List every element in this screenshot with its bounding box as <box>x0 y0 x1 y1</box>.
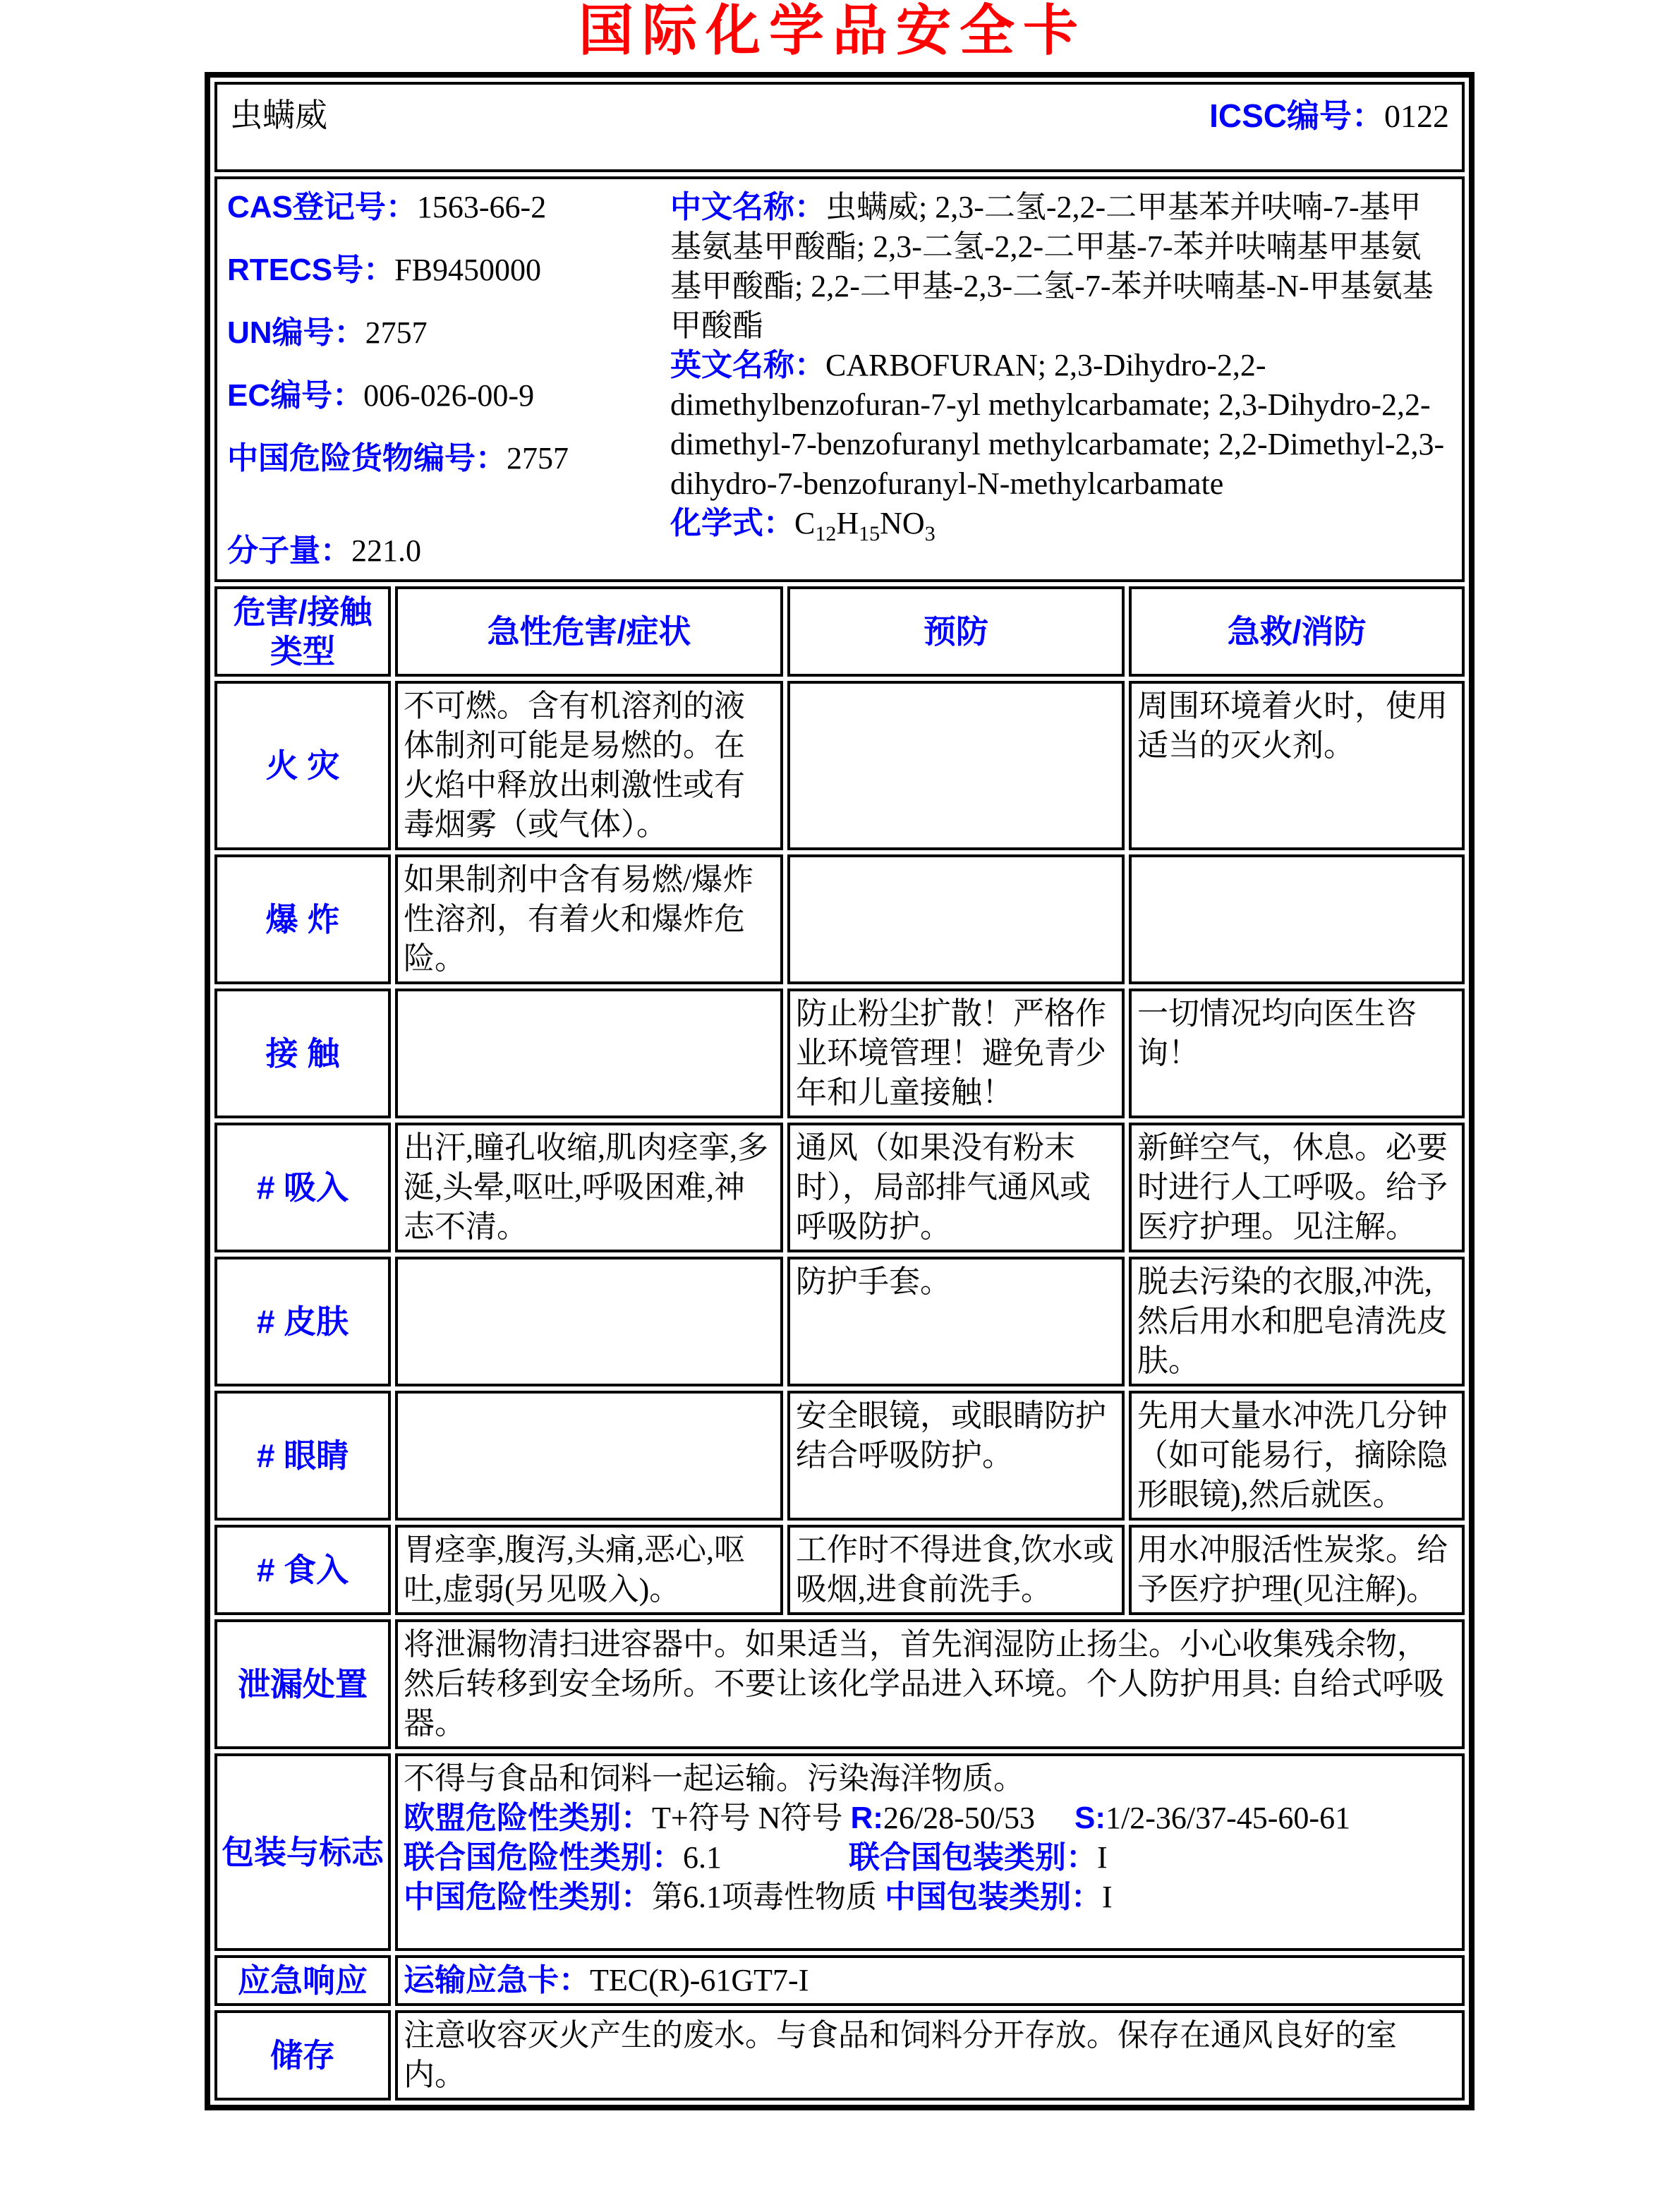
packaging-label: 包装与标志 <box>214 1753 391 1951</box>
exposure-row-label: 接 触 <box>214 989 391 1118</box>
storage-label: 储存 <box>214 2010 391 2101</box>
hazard-table-header-row <box>214 586 1465 677</box>
transport-emergency-card-label: 运输应急卡： <box>404 1963 590 1998</box>
inhalation-symptoms: 出汗,瞳孔收缩,肌肉痉挛,多涎,头晕,呕吐,呼吸困难,神志不清。 <box>395 1123 783 1252</box>
formula-c-sub: 12 <box>815 521 837 545</box>
formula-no-sub: 3 <box>924 521 936 545</box>
ec-number-label: EC编号： <box>227 378 364 413</box>
exposure-first-aid: 一切情况均向医生咨询！ <box>1129 989 1465 1118</box>
header-prevention: 预防 <box>787 586 1125 677</box>
ingestion-first-aid: 用水冲服活性炭浆。给予医疗护理(见注解)。 <box>1129 1525 1465 1615</box>
ingestion-symptoms: 胃痉挛,腹泻,头痛,恶心,呕吐,虚弱(另见吸入)。 <box>395 1525 783 1615</box>
cas-number-label: CAS登记号： <box>227 190 417 224</box>
packaging-transport-note: 不得与食品和饲料一起运输。污染海洋物质。 <box>404 1761 1024 1796</box>
un-number-value: 2757 <box>365 315 428 350</box>
rtecs-number-value: FB9450000 <box>394 253 541 287</box>
header-hazard-type-line2: 类型 <box>270 633 335 670</box>
substance-name: 虫螨威 <box>230 97 327 133</box>
names-block <box>670 188 1452 572</box>
china-dg-number-value: 2757 <box>507 441 569 476</box>
chinese-name-text: 虫螨威; 2,3-二氢-2,2-二甲基苯并呋喃-7-基甲基氨基甲酸酯; 2,3-二氢-2,2-二甲基-7-苯并呋喃基甲基氨基甲酸酯; 2,2-二甲基-2,3-二氢-7-苯并呋喃基-N-甲基氨基甲酸酯 <box>670 190 1434 343</box>
skin-prevention: 防护手套。 <box>787 1257 1125 1386</box>
inhalation-prevention: 通风（如果没有粉末时），局部排气通风或呼吸防护。 <box>787 1123 1125 1252</box>
formula-label: 化学式： <box>670 506 794 540</box>
transport-emergency-card-value: TEC(R)-61GT7-I <box>590 1963 809 1998</box>
fire-row-label: 火 灾 <box>214 681 391 850</box>
emergency-response-content <box>395 1955 1465 2006</box>
fire-first-aid: 周围环境着火时，使用适当的灭火剂。 <box>1129 681 1465 850</box>
china-dg-number-label: 中国危险货物编号： <box>227 441 507 476</box>
formula-no: NO <box>880 506 925 540</box>
cn-pack-group-label: 中国包装类别： <box>885 1880 1102 1914</box>
packaging-cn-line <box>404 1878 1456 1917</box>
s-phrases-value: 1/2-36/37-45-60-61 <box>1106 1801 1351 1835</box>
page-title: 国际化学品安全卡 <box>578 0 1086 61</box>
spill-disposal-row <box>214 1619 1465 1749</box>
explosion-first-aid <box>1129 854 1465 984</box>
packaging-un-line <box>404 1838 1456 1878</box>
header-hazard-type-line1: 危害/接触 <box>233 593 373 630</box>
inhalation-row-label: # 吸入 <box>214 1123 391 1252</box>
skin-first-aid: 脱去污染的衣服,冲洗,然后用水和肥皂清洗皮肤。 <box>1129 1257 1465 1386</box>
formula-c: C <box>794 506 816 540</box>
un-hazard-class-value: 6.1 <box>683 1840 722 1875</box>
exposure-prevention: 防止粉尘扩散！严格作业环境管理！避免青少年和儿童接触！ <box>787 989 1125 1118</box>
eu-hazard-class-label: 欧盟危险性类别： <box>404 1801 652 1835</box>
icsc-number-group <box>1209 96 1449 136</box>
un-number-line <box>227 313 670 353</box>
icsc-number-value: 0122 <box>1384 98 1449 134</box>
eyes-prevention: 安全眼镜，或眼睛防护结合呼吸防护。 <box>787 1391 1125 1521</box>
formula-line <box>670 504 1452 554</box>
hazard-row-eyes <box>214 1391 1465 1521</box>
english-name-text: CARBOFURAN; 2,3-Dihydro-2,2-dimethylbenzofuran-7-yl methylcarbamate; 2,3-Dihydro-2,2-dimethyl-7-benzofuranyl methylcarbamate; 2,2-Dimethyl-2,3-dihydro-7-benzofuranyl-N-methylcarbamate <box>670 348 1445 501</box>
chinese-name-label: 中文名称： <box>670 190 825 224</box>
spill-disposal-label: 泄漏处置 <box>214 1619 391 1749</box>
r-phrases-value: 26/28-50/53 <box>883 1801 1036 1835</box>
packaging-content <box>395 1753 1465 1951</box>
storage-text: 注意收容灭火产生的废水。与食品和饲料分开存放。保存在通风良好的室内。 <box>395 2010 1465 2101</box>
ingestion-prevention: 工作时不得进食,饮水或吸烟,进食前洗手。 <box>787 1525 1125 1615</box>
ingestion-row-label: # 食入 <box>214 1525 391 1615</box>
header-acute-hazards: 急性危害/症状 <box>395 586 783 677</box>
header-hazard-type <box>214 586 391 677</box>
hazard-row-skin <box>214 1257 1465 1386</box>
molecular-weight-value: 221.0 <box>351 533 421 568</box>
skin-symptoms <box>395 1257 783 1386</box>
eyes-first-aid: 先用大量水冲洗几分钟（如可能易行，摘除隐形眼镜),然后就医。 <box>1129 1391 1465 1521</box>
molecular-weight-label: 分子量： <box>227 533 351 568</box>
un-hazard-class-label: 联合国危险性类别： <box>404 1840 683 1875</box>
s-phrases-label: S: <box>1074 1801 1106 1835</box>
safety-card <box>205 72 1475 2110</box>
explosion-prevention <box>787 854 1125 984</box>
header-strip <box>214 82 1465 172</box>
packaging-eu-line <box>404 1799 1456 1838</box>
rtecs-number-label: RTECS号： <box>227 253 395 287</box>
explosion-row-label: 爆 炸 <box>214 854 391 984</box>
spill-disposal-text: 将泄漏物清扫进容器中。如果适当，首先润湿防止扬尘。小心收集残余物，然后转移到安全场所。不要让该化学品进入环境。个人防护用具: 自给式呼吸器。 <box>395 1619 1465 1749</box>
header-first-aid: 急救/消防 <box>1129 586 1465 677</box>
eyes-row-label: # 眼睛 <box>214 1391 391 1521</box>
exposure-symptoms <box>395 989 783 1118</box>
explosion-symptoms: 如果制剂中含有易燃/爆炸性溶剂，有着火和爆炸危险。 <box>395 854 783 984</box>
rtecs-number-line <box>227 250 670 290</box>
emergency-response-row <box>214 1955 1465 2006</box>
eu-hazard-class-value: T+符号 N符号 <box>652 1801 843 1835</box>
identification-box <box>214 176 1465 582</box>
un-pack-group-value: I <box>1097 1840 1108 1875</box>
chinese-name-para <box>670 188 1452 346</box>
hazard-row-explosion <box>214 854 1465 984</box>
molecular-weight-line <box>227 531 670 571</box>
fire-prevention <box>787 681 1125 850</box>
identifier-list <box>227 188 670 572</box>
un-number-label: UN编号： <box>227 315 365 350</box>
hazard-row-ingestion <box>214 1525 1465 1615</box>
cn-hazard-class-label: 中国危险性类别： <box>404 1880 652 1914</box>
identifier-lines <box>227 188 670 478</box>
hazard-row-exposure <box>214 989 1465 1118</box>
cas-number-value: 1563-66-2 <box>416 190 547 224</box>
english-name-para <box>670 346 1452 504</box>
hazard-row-inhalation <box>214 1123 1465 1252</box>
ec-number-line <box>227 376 670 416</box>
packaging-row <box>214 1753 1465 1951</box>
icsc-number-label: ICSC编号： <box>1209 97 1384 134</box>
eyes-symptoms <box>395 1391 783 1521</box>
english-name-label: 英文名称： <box>670 348 825 382</box>
formula-value <box>794 506 936 545</box>
fire-symptoms: 不可燃。含有机溶剂的液体制剂可能是易燃的。在火焰中释放出刺激性或有毒烟雾（或气体）。 <box>395 681 783 850</box>
formula-h-sub: 15 <box>859 521 880 545</box>
ec-number-value: 006-026-00-9 <box>363 378 535 413</box>
formula-h: H <box>836 506 859 540</box>
hazard-row-fire <box>214 681 1465 850</box>
un-pack-group-label: 联合国包装类别： <box>849 1840 1097 1875</box>
inhalation-first-aid: 新鲜空气，休息。必要时进行人工呼吸。给予医疗护理。见注解。 <box>1129 1123 1465 1252</box>
cas-number-line <box>227 188 670 227</box>
r-phrases-label: R: <box>850 1801 883 1835</box>
storage-row <box>214 2010 1465 2101</box>
emergency-response-label: 应急响应 <box>214 1955 391 2006</box>
skin-row-label: # 皮肤 <box>214 1257 391 1386</box>
china-dg-number-line <box>227 439 670 478</box>
cn-hazard-class-value: 第6.1项毒性物质 <box>652 1880 877 1914</box>
cn-pack-group-value: I <box>1102 1880 1113 1914</box>
